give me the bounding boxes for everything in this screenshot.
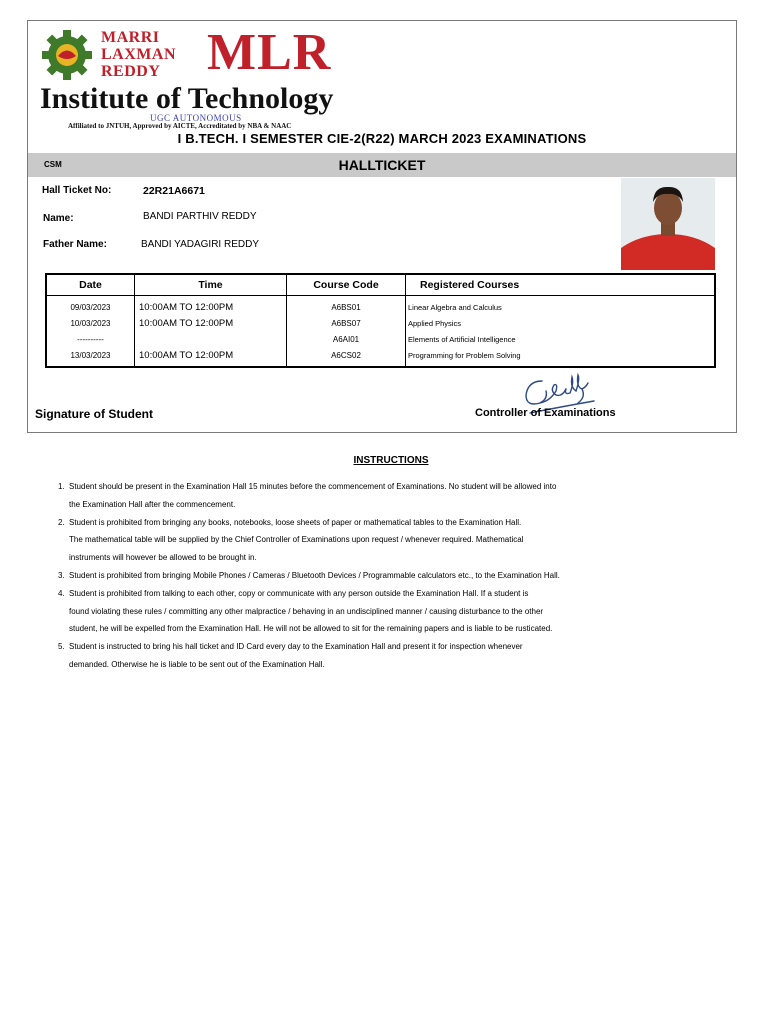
controller-signature-label: Controller of Examinations <box>475 407 616 419</box>
gear-logo-icon <box>41 29 93 81</box>
student-signature-label: Signature of Student <box>35 407 153 421</box>
list-item <box>58 638 658 674</box>
institution-name-line: MARRI <box>101 29 160 46</box>
row-time: 10:00AM TO 12:00PM <box>135 347 287 367</box>
institution-acronym: MLR <box>207 24 332 81</box>
instruction-text: Student is prohibited from talking to each other, copy or communicate with any person outside the Examination Hall. If a student is <box>69 588 529 598</box>
instruction-number: 1. <box>58 482 65 491</box>
instruction-text: The mathematical table will be supplied by the Chief Controller of Examinations upon request / whenever required. Mathematical <box>69 535 524 545</box>
list-item <box>58 567 658 585</box>
instructions-list <box>58 478 658 674</box>
instruction-text: Student is prohibited from bringing Mobile Phones / Cameras / Bluetooth Devices / Programmable calculators etc., to the Examination Hall. <box>69 570 560 580</box>
column-header-time: Time <box>135 274 287 296</box>
column-header-registered-courses: Registered Courses <box>406 274 716 296</box>
instruction-number: 2. <box>58 517 65 527</box>
row-date: 13/03/2023 <box>46 347 135 367</box>
hall-ticket-number: 22R21A6671 <box>143 185 205 197</box>
row-course-name: Applied Physics <box>406 315 716 331</box>
instruction-number: 5. <box>58 642 65 652</box>
branch-code: CSM <box>44 160 62 169</box>
row-date: 09/03/2023 <box>46 296 135 316</box>
table-row <box>46 331 715 347</box>
row-date: 10/03/2023 <box>46 315 135 331</box>
institution-name-lines <box>101 29 176 80</box>
institution-logo <box>39 24 369 130</box>
instruction-number: 4. <box>58 588 65 598</box>
row-course-name: Programming for Problem Solving <box>406 347 716 367</box>
instruction-text: Student is prohibited from bringing any books, notebooks, loose sheets of paper or mathematical tables to the Examination Hall. <box>69 517 522 527</box>
row-course-name: Linear Algebra and Calculus <box>406 296 716 316</box>
instruction-text: found violating these rules / committing any other malpractice / behaving in an undisciplined manner / causing disturbance to the other <box>69 606 544 616</box>
institution-affiliation: Affiliated to JNTUH, Approved by AICTE, Accreditated by NBA & NAAC <box>68 122 292 130</box>
instructions-title: INSTRUCTIONS <box>353 455 429 466</box>
instruction-text: demanded. Otherwise he is liable to be sent out of the Examination Hall. <box>69 659 325 669</box>
row-course-name: Elements of Artificial Intelligence <box>406 331 716 347</box>
row-time <box>135 331 287 347</box>
row-course-code: A6BS07 <box>287 315 406 331</box>
father-name: BANDI YADAGIRI REDDY <box>141 239 259 250</box>
table-row <box>46 296 715 316</box>
table-row <box>46 315 715 331</box>
column-header-course-code: Course Code <box>287 274 406 296</box>
row-time: 10:00AM TO 12:00PM <box>135 296 287 316</box>
row-course-code: A6AI01 <box>287 331 406 347</box>
father-name-label: Father Name: <box>43 239 107 250</box>
institution-status: UGC AUTONOMOUS <box>150 113 242 123</box>
instruction-text: the Examination Hall after the commencement. <box>69 499 236 509</box>
row-course-code: A6CS02 <box>287 347 406 367</box>
hall-ticket-label: Hall Ticket No: <box>42 185 112 196</box>
instruction-text: student, he will be expelled from the Examination Hall. He will not be allowed to sit for the remaining papers and is liable to be rusticated. <box>69 624 553 634</box>
header-bar <box>28 153 736 177</box>
list-item <box>58 514 658 567</box>
instruction-text: Student is instructed to bring his hall ticket and ID Card every day to the Examination Hall and present it for inspection whenever <box>69 642 523 652</box>
row-date: ---------- <box>46 331 135 347</box>
table-row <box>46 347 715 367</box>
table-header-row <box>46 274 715 296</box>
list-item <box>58 585 658 638</box>
row-time: 10:00AM TO 12:00PM <box>135 315 287 331</box>
exam-title: I B.TECH. I SEMESTER CIE-2(R22) MARCH 2023 EXAMINATIONS <box>177 131 587 146</box>
hall-ticket-card <box>27 20 737 433</box>
list-item <box>58 478 658 514</box>
name-label: Name: <box>43 213 74 224</box>
student-name: BANDI PARTHIV REDDY <box>143 211 257 222</box>
row-course-code: A6BS01 <box>287 296 406 316</box>
column-header-date: Date <box>46 274 135 296</box>
instruction-number: 3. <box>58 570 65 580</box>
institution-name-line: REDDY <box>101 63 161 80</box>
student-photo-icon <box>621 178 715 270</box>
institution-name-line: LAXMAN <box>101 46 176 63</box>
hallticket-title: HALLTICKET <box>338 157 426 173</box>
institution-full-name: Institute of Technology <box>40 82 334 115</box>
student-photo <box>621 178 715 270</box>
courses-table <box>45 273 716 368</box>
instruction-text: instruments will however be allowed to be brought in. <box>69 553 257 563</box>
instruction-text: Student should be present in the Examination Hall 15 minutes before the commencement of Examinations. No student will be allowed into <box>69 482 557 491</box>
